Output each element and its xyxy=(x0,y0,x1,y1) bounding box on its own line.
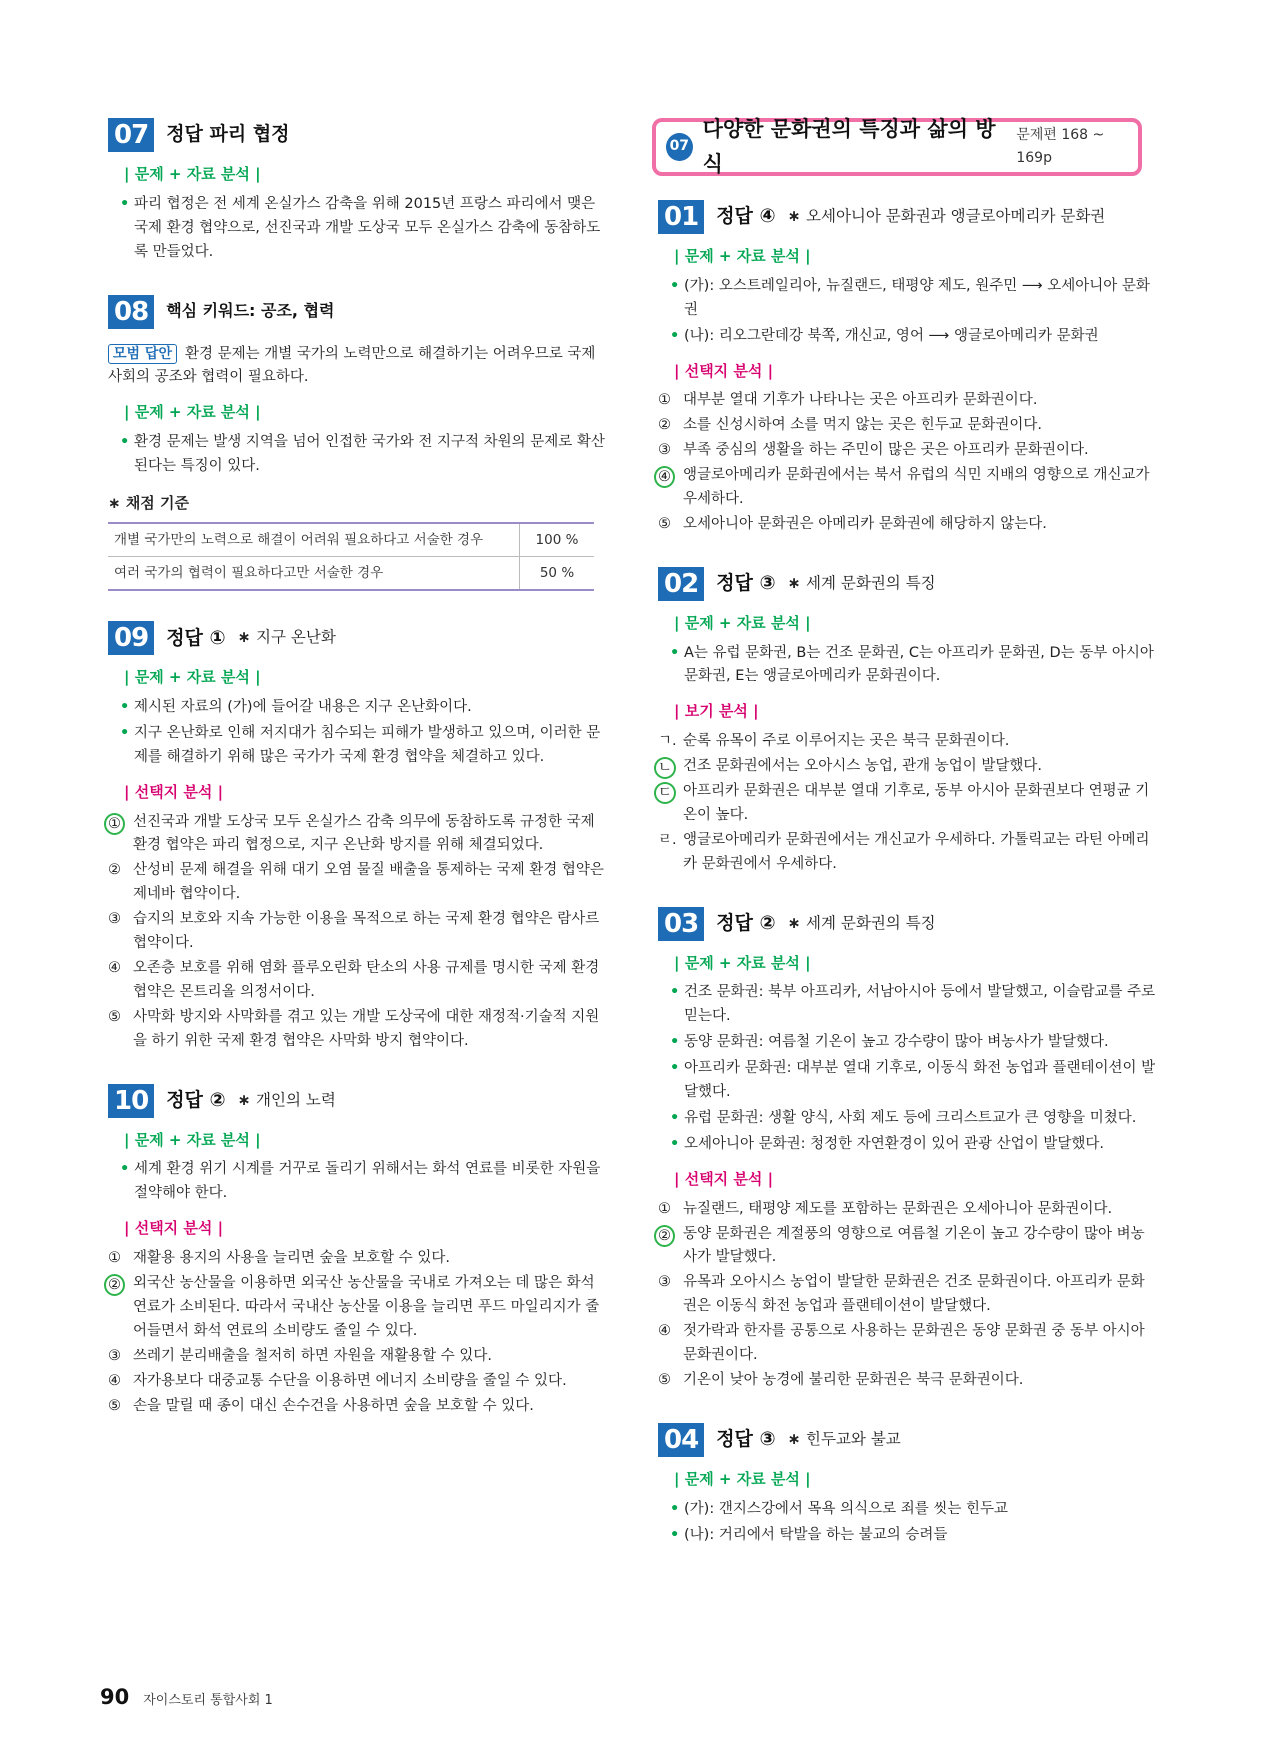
choice-item xyxy=(658,513,1158,537)
choice-marker: ① xyxy=(108,1250,121,1267)
choice-marker: ③ xyxy=(658,1274,671,1291)
choice-analysis-heading: | 선택지 분석 | xyxy=(674,1169,774,1188)
choice-text: 동양 문화권은 계절풍의 영향으로 여름철 기온이 높고 강수량이 많아 벼농사가 발달했다. xyxy=(683,1225,1145,1266)
criteria-score: 50 % xyxy=(520,556,595,590)
choice-marker: ㄴ xyxy=(654,757,676,779)
choice-marker: ④ xyxy=(108,1372,121,1389)
page-reference: 문제편 168 ~ 169p xyxy=(1016,126,1105,166)
choice-text: 산성비 문제 해결을 위해 대기 오염 물질 배출을 통제하는 국제 환경 협약은 제네바 협약이다. xyxy=(133,862,604,903)
choice-item xyxy=(108,811,608,859)
choice-analysis-heading: | 선택지 분석 | xyxy=(124,782,224,801)
question-02 xyxy=(658,567,1158,877)
topic-note: ∗ 힌두교와 불교 xyxy=(788,1427,901,1453)
choice-item xyxy=(658,464,1158,512)
question-header xyxy=(658,1423,1158,1457)
question-header xyxy=(108,118,608,152)
choice-text: 오세아니아 문화권은 아메리카 문화권에 해당하지 않는다. xyxy=(683,515,1047,532)
answer-label: 정답 ② xyxy=(166,1089,226,1112)
choice-item xyxy=(658,389,1158,413)
choice-marker: ④ xyxy=(108,960,121,977)
choice-text: 외국산 농산물을 이용하면 외국산 농산물을 국내로 가져오는 데 많은 화석 연료가 소비된다. 따라서 국내산 농산물 이용을 늘리면 푸드 마일리지가 줄어들면서 화석 연료의 소비량도 줄일 수 있다. xyxy=(133,1274,600,1339)
table-row xyxy=(108,523,594,557)
choice-text: 아프리카 문화권은 대부분 열대 기후로, 동부 아시아 문화권보다 연평균 기온이 높다. xyxy=(683,782,1150,823)
bullet-item: • 유럽 문화권: 생활 양식, 사회 제도 등에 크리스트교가 큰 영향을 미쳤다. xyxy=(658,1107,1158,1131)
bullet-list xyxy=(658,1498,1158,1548)
chapter-number: 07 xyxy=(666,133,693,161)
choice-list xyxy=(108,811,608,1054)
question-header xyxy=(658,907,1158,941)
bullet-item: • (가): 갠지스강에서 목욕 의식으로 죄를 씻는 힌두교 xyxy=(658,1498,1158,1522)
bullet-list xyxy=(108,696,608,770)
choice-marker: ㄷ xyxy=(654,782,676,804)
question-09 xyxy=(108,621,608,1053)
model-answer xyxy=(108,343,608,391)
choice-item xyxy=(658,414,1158,438)
choice-analysis-heading: | 선택지 분석 | xyxy=(674,361,774,380)
choice-text: 선진국과 개발 도상국 모두 온실가스 감축 의무에 동참하도록 규정한 국제 환경 협약은 파리 협정으로, 지구 온난화 방지를 위해 체결되었다. xyxy=(133,813,595,854)
choice-marker: ㄹ. xyxy=(658,831,677,848)
bullet-item: • 지구 온난화로 인해 저지대가 침수되는 피해가 발생하고 있으며, 이러한 문제를 해결하기 위해 많은 국가가 국제 환경 협약을 체결하고 있다. xyxy=(108,722,608,770)
bullet-list xyxy=(108,193,608,265)
bullet-list xyxy=(108,1158,608,1206)
question-number: 10 xyxy=(108,1084,154,1118)
choice-marker: ③ xyxy=(658,442,671,459)
choice-text: 앵글로아메리카 문화권에서는 개신교가 우세하다. 가톨릭교는 라틴 아메리카 문화권에서 우세하다. xyxy=(683,831,1150,872)
bullet-item: • A는 유럽 문화권, B는 건조 문화권, C는 아프리카 문화권, D는 동부 아시아 문화권, E는 앵글로아메리카 문화권이다. xyxy=(658,642,1158,690)
choice-marker: ① xyxy=(104,813,125,835)
answer-label: 정답 ③ xyxy=(716,572,776,595)
choice-item xyxy=(108,1006,608,1054)
answer-label: 정답 ④ xyxy=(716,205,776,228)
answer-label: 정답 ③ xyxy=(716,1428,776,1451)
choice-text: 대부분 열대 기후가 나타나는 곳은 아프리카 문화권이다. xyxy=(683,392,1038,409)
page-footer xyxy=(100,1680,273,1715)
choice-text: 자가용보다 대중교통 수단을 이용하면 에너지 소비량을 줄일 수 있다. xyxy=(133,1372,567,1389)
keyword-label: 핵심 키워드: 공조, 협력 xyxy=(166,301,335,321)
section-heading: | 문제 + 자료 분석 | xyxy=(124,1130,261,1149)
choice-item xyxy=(108,1370,608,1394)
left-column xyxy=(108,118,608,1449)
page-number: 90 xyxy=(100,1685,130,1709)
choice-marker: ② xyxy=(104,1274,125,1296)
chapter-title: 다양한 문화권의 특징과 삶의 방식 xyxy=(702,117,996,176)
criteria-text: 개별 국가만의 노력으로 해결이 어려워 필요하다고 서술한 경우 xyxy=(108,523,520,557)
topic-note: ∗ 지구 온난화 xyxy=(238,625,336,651)
asterisk-icon: ∗ xyxy=(108,493,121,512)
choice-item xyxy=(108,1395,608,1419)
question-08 xyxy=(108,295,608,592)
answer-label: 정답 ① xyxy=(166,626,226,649)
choice-text: 사막화 방지와 사막화를 겪고 있는 개발 도상국에 대한 재정적·기술적 지원을 하기 위한 국제 환경 협약은 사막화 방지 협약이다. xyxy=(133,1008,600,1049)
bullet-item: • 환경 문제는 발생 지역을 넘어 인접한 국가와 전 지구적 차원의 문제로 확산된다는 특징이 있다. xyxy=(108,431,608,479)
choice-item xyxy=(658,439,1158,463)
section-heading: | 문제 + 자료 분석 | xyxy=(674,1470,811,1488)
criteria-score: 100 % xyxy=(520,523,595,557)
choice-marker: ㄱ. xyxy=(658,733,677,750)
choice-list xyxy=(658,1198,1158,1393)
question-header xyxy=(658,567,1158,601)
table-row xyxy=(108,556,594,590)
bullet-item: • 건조 문화권: 북부 아프리카, 서남아시아 등에서 발달했고, 이슬람교를 주로 믿는다. xyxy=(658,981,1158,1029)
choice-text: 순록 유목이 주로 이루어지는 곳은 북극 문화권이다. xyxy=(683,733,1010,750)
choice-item xyxy=(108,1272,608,1344)
choice-item xyxy=(658,829,1158,877)
choice-list xyxy=(658,389,1158,537)
choice-item xyxy=(658,1198,1158,1222)
choice-item xyxy=(658,1271,1158,1319)
question-number: 02 xyxy=(658,567,704,601)
answer-label: 정답 ② xyxy=(716,912,776,934)
choice-text: 오존층 보호를 위해 염화 플루오린화 탄소의 사용 규제를 명시한 국제 환경 협약은 몬트리올 의정서이다. xyxy=(133,960,600,1000)
choice-item xyxy=(108,957,608,1005)
bullet-list xyxy=(108,431,608,479)
section-heading: | 문제 + 자료 분석 | xyxy=(124,165,261,183)
question-01 xyxy=(658,200,1158,537)
question-header xyxy=(108,621,608,655)
criteria-title-text: 채점 기준 xyxy=(125,493,189,512)
choice-item xyxy=(658,755,1158,779)
choice-marker: ② xyxy=(108,862,121,879)
bullet-item: • (나): 거리에서 탁발을 하는 불교의 승려들 xyxy=(658,1524,1158,1548)
choice-marker: ④ xyxy=(658,1323,671,1340)
choice-list xyxy=(658,730,1158,877)
choice-text: 손을 말릴 때 종이 대신 손수건을 사용하면 숲을 보호할 수 있다. xyxy=(133,1397,534,1414)
criteria-table xyxy=(108,522,594,592)
choice-text: 습지의 보호와 지속 가능한 이용을 목적으로 하는 국제 환경 협약은 람사르 협약이다. xyxy=(133,911,600,952)
section-heading: | 문제 + 자료 분석 | xyxy=(124,668,261,687)
choice-marker: ⑤ xyxy=(658,515,671,532)
bullet-item: • 아프리카 문화권: 대부분 열대 기후로, 이동식 화전 농업과 플랜테이션이 발달했다. xyxy=(658,1057,1158,1105)
choice-text: 유목과 오아시스 농업이 발달한 문화권은 건조 문화권이다. 아프리카 문화권은 이동식 화전 농업과 플랜테이션이 발달했다. xyxy=(683,1274,1145,1315)
model-answer-tag: 모범 답안 xyxy=(108,344,177,364)
bullet-item: • 파리 협정은 전 세계 온실가스 감축을 위해 2015년 프랑스 파리에서 맺은 국제 환경 협약으로, 선진국과 개발 도상국 모두 온실가스 감축에 동참하도록 만들었다. xyxy=(108,193,608,265)
choice-text: 뉴질랜드, 태평양 제도를 포함하는 문화권은 오세아니아 문화권이다. xyxy=(683,1200,1113,1217)
bullet-item: • 제시된 자료의 (가)에 들어갈 내용은 지구 온난화이다. xyxy=(108,696,608,720)
question-number: 03 xyxy=(658,907,704,941)
choice-item xyxy=(108,1247,608,1271)
right-column xyxy=(658,200,1158,1578)
bullet-item: • 세계 환경 위기 시계를 거꾸로 돌리기 위해서는 화석 연료를 비롯한 자원을 절약해야 한다. xyxy=(108,1158,608,1206)
section-heading: | 문제 + 자료 분석 | xyxy=(674,953,811,972)
choice-marker: ② xyxy=(658,417,671,434)
book-title: 자이스토리 통합사회 1 xyxy=(143,1693,273,1708)
question-number: 08 xyxy=(108,295,154,329)
answer-label: 정답 파리 협정 xyxy=(166,123,290,146)
choice-list xyxy=(108,1247,608,1418)
choice-item xyxy=(658,1320,1158,1368)
criteria-text: 여러 국가의 협력이 필요하다고만 서술한 경우 xyxy=(108,556,520,590)
choice-item xyxy=(658,1223,1158,1271)
section-heading: | 문제 + 자료 분석 | xyxy=(124,403,261,422)
choice-item xyxy=(108,908,608,956)
choice-marker: ⑤ xyxy=(658,1372,671,1389)
question-header xyxy=(108,295,608,329)
topic-note: ∗ 개인의 노력 xyxy=(238,1088,336,1114)
choice-item xyxy=(108,1345,608,1369)
section-heading: | 문제 + 자료 분석 | xyxy=(674,613,811,632)
choice-marker: ② xyxy=(654,1225,675,1247)
bullet-item: • 오세아니아 문화권: 청정한 자연환경이 있어 관광 산업이 발달했다. xyxy=(658,1133,1158,1157)
bullet-list xyxy=(658,981,1158,1156)
choice-item xyxy=(658,1369,1158,1393)
question-number: 09 xyxy=(108,621,154,655)
bullet-item: • 동양 문화권: 여름철 기온이 높고 강수량이 많아 벼농사가 발달했다. xyxy=(658,1031,1158,1055)
question-04 xyxy=(658,1423,1158,1548)
question-header xyxy=(108,1084,608,1118)
choice-item xyxy=(658,780,1158,828)
choice-marker: ① xyxy=(658,1200,671,1217)
choice-text: 앵글로아메리카 문화권에서는 북서 유럽의 식민 지배의 영향으로 개신교가 우세하다. xyxy=(683,467,1150,507)
chapter-banner xyxy=(652,118,1142,176)
bogi-analysis-heading: | 보기 분석 | xyxy=(674,702,759,721)
choice-text: 부족 중심의 생활을 하는 주민이 많은 곳은 아프리카 문화권이다. xyxy=(683,442,1089,459)
question-07 xyxy=(108,118,608,265)
choice-text: 기온이 낮아 농경에 불리한 문화권은 북극 문화권이다. xyxy=(683,1372,1024,1389)
choice-marker: ③ xyxy=(108,911,121,928)
choice-text: 소를 신성시하여 소를 먹지 않는 곳은 힌두교 문화권이다. xyxy=(683,417,1043,434)
model-answer-text: 환경 문제는 개별 국가의 노력만으로 해결하기는 어려우므로 국제 사회의 공조와 협력이 필요하다. xyxy=(108,345,596,386)
question-number: 01 xyxy=(658,200,704,234)
choice-item xyxy=(108,859,608,907)
choice-analysis-heading: | 선택지 분석 | xyxy=(124,1219,224,1238)
bullet-list xyxy=(658,275,1158,349)
choice-item xyxy=(658,730,1158,754)
question-number: 07 xyxy=(108,118,154,152)
choice-text: 쓰레기 분리배출을 철저히 하면 자원을 재활용할 수 있다. xyxy=(133,1347,493,1364)
choice-marker: ⑤ xyxy=(108,1008,121,1025)
choice-marker: ⑤ xyxy=(108,1397,121,1414)
bullet-item: • (가): 오스트레일리아, 뉴질랜드, 태평양 제도, 원주민 ⟶ 오세아니아 문화권 xyxy=(658,275,1158,323)
topic-note: ∗ 세계 문화권의 특징 xyxy=(788,571,936,597)
choice-text: 건조 문화권에서는 오아시스 농업, 관개 농업이 발달했다. xyxy=(683,758,1043,775)
choice-text: 젓가락과 한자를 공통으로 사용하는 문화권은 동양 문화권 중 동부 아시아 문화권이다. xyxy=(683,1323,1145,1364)
criteria-title xyxy=(108,491,608,516)
question-03 xyxy=(658,907,1158,1393)
topic-note: ∗ 세계 문화권의 특징 xyxy=(788,911,936,937)
bullet-item: • (나): 리오그란데강 북쪽, 개신교, 영어 ⟶ 앵글로아메리카 문화권 xyxy=(658,325,1158,349)
bullet-list xyxy=(658,642,1158,690)
topic-note: ∗ 오세아니아 문화권과 앵글로아메리카 문화권 xyxy=(788,204,1106,230)
section-heading: | 문제 + 자료 분석 | xyxy=(674,247,811,265)
choice-marker: ④ xyxy=(654,466,675,488)
question-10 xyxy=(108,1084,608,1419)
question-header xyxy=(658,200,1158,234)
choice-marker: ③ xyxy=(108,1347,121,1364)
choice-marker: ① xyxy=(658,392,671,409)
choice-text: 재활용 용지의 사용을 늘리면 숲을 보호할 수 있다. xyxy=(133,1250,451,1267)
question-number: 04 xyxy=(658,1423,704,1457)
